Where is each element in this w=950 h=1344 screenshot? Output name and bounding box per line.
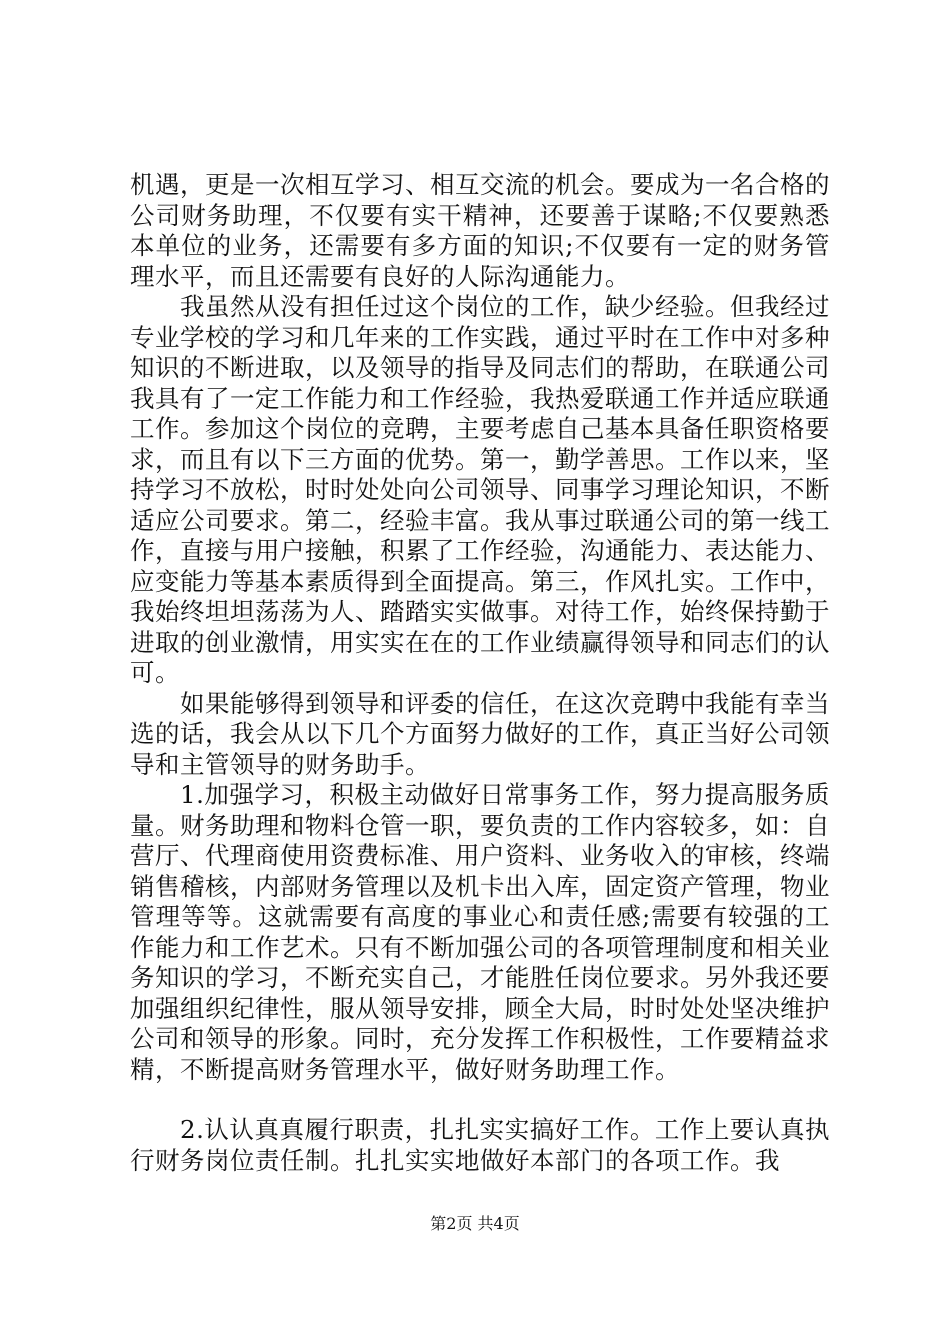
paragraph-point-1: 1.加强学习，积极主动做好日常事务工作，努力提高服务质量。财务助理和物料仓管一职，要负责的工作内容较多，如：自营厅、代理商使用资费标准、用户资料、业务收入的审核，终端销售稽核，内部财务管理以及机卡出入库，固定资产管理，物业管理等等。这就需要有高度的事业心和责任感;需要有较强的工作能力和工作艺术。只有不断加强公司的各项管理制度和相关业务知识的学习，不断充实自己，才能胜任岗位要求。另外我还要加强组织纪律性，服从领导安排，顾全大局，时时处处坚决维护公司和领导的形象。同时，充分发挥工作积极性，工作要精益求精，不断提高财务管理水平，做好财务助理工作。 (130, 780, 830, 1084)
paragraph-point-2: 2.认认真真履行职责，扎扎实实搞好工作。工作上要认真执行财务岗位责任制。扎扎实实地做好本部门的各项工作。我 (130, 1115, 830, 1175)
document-body (130, 170, 830, 1176)
paragraph-continuation: 机遇，更是一次相互学习、相互交流的机会。要成为一名合格的公司财务助理，不仅要有实干精神，还要善于谋略;不仅要熟悉本单位的业务，还需要有多方面的知识;不仅要有一定的财务管理水平，而且还需要有良好的人际沟通能力。 (130, 170, 830, 291)
paragraph-commitment: 如果能够得到领导和评委的信任，在这次竞聘中我能有幸当选的话，我会从以下几个方面努力做好的工作，真正当好公司领导和主管领导的财务助手。 (130, 688, 830, 779)
page-footer: 第2页 共4页 (430, 1214, 520, 1233)
paragraph-experience: 我虽然从没有担任过这个岗位的工作，缺少经验。但我经过专业学校的学习和几年来的工作实践，通过平时在工作中对多种知识的不断进取，以及领导的指导及同志们的帮助，在联通公司我具有了一定工作能力和工作经验，我热爱联通工作并适应联通工作。参加这个岗位的竞聘，主要考虑自己基本具备任职资格要求，而且有以下三方面的优势。第一，勤学善思。工作以来，坚持学习不放松，时时处处向公司领导、同事学习理论知识，不断适应公司要求。第二，经验丰富。我从事过联通公司的第一线工作，直接与用户接触，积累了工作经验，沟通能力、表达能力、应变能力等基本素质得到全面提高。第三，作风扎实。工作中，我始终坦坦荡荡为人、踏踏实实做事。对待工作，始终保持勤于进取的创业激情，用实实在在的工作业绩赢得领导和同志们的认可。 (130, 292, 830, 687)
